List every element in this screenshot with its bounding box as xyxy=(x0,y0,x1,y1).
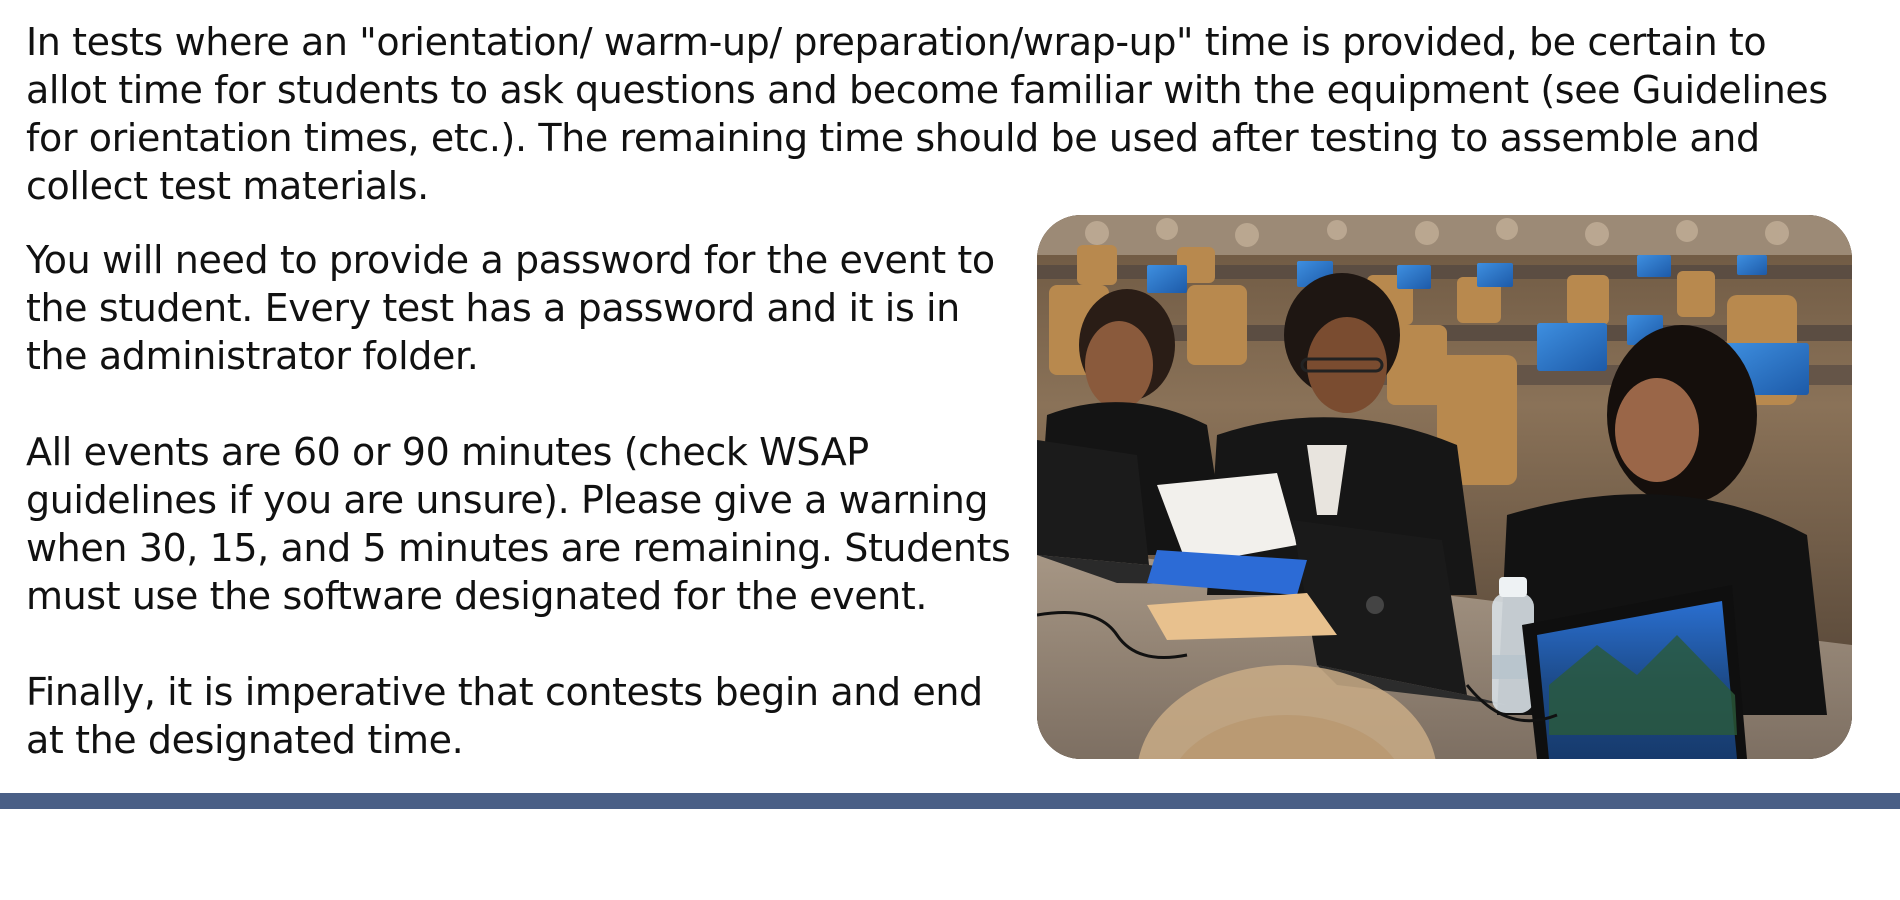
testing-room-photo xyxy=(1037,215,1852,759)
intro-paragraph: In tests where an "orientation/ warm-up/ preparation/wrap-up" time is provided, be certain to allot time for students to ask questions and become familiar with the equipment (see Guidelines for orientation times, etc.). The remaining time should be used after testing to assemble and collect test materials. xyxy=(26,20,1828,208)
instructions-column xyxy=(26,236,1016,812)
timing-paragraph: All events are 60 or 90 minutes (check WSAP guidelines if you are unsure). Please give a warning when 30, 15, and 5 minutes are remaining. Students must use the software designated for the event. xyxy=(26,430,1011,618)
closing-paragraph: Finally, it is imperative that contests begin and end at the designated time. xyxy=(26,670,983,762)
password-paragraph: You will need to provide a password for the event to the student. Every test has a password and it is in the administrator folder. xyxy=(26,238,995,378)
footer-accent-bar xyxy=(0,793,1900,809)
